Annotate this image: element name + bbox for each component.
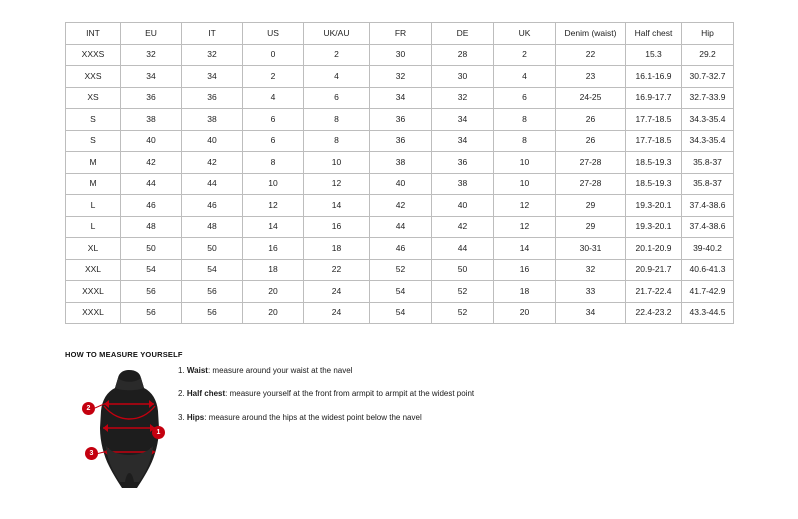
cell-eu: 56 bbox=[121, 281, 182, 303]
cell-uk-au: 18 bbox=[304, 238, 370, 260]
cell-hip: 35.8-37 bbox=[682, 173, 734, 195]
table-row bbox=[66, 130, 734, 152]
step-number-1: 1. bbox=[178, 366, 185, 375]
cell-half-chest: 19.3-20.1 bbox=[626, 216, 682, 238]
cell-hip: 29.2 bbox=[682, 44, 734, 66]
table-row bbox=[66, 281, 734, 303]
cell-de: 36 bbox=[432, 152, 494, 174]
column-header-it: IT bbox=[182, 23, 243, 45]
cell-de: 50 bbox=[432, 259, 494, 281]
cell-uk: 20 bbox=[494, 302, 556, 324]
cell-half-chest: 21.7-22.4 bbox=[626, 281, 682, 303]
cell-fr: 42 bbox=[370, 195, 432, 217]
cell-eu: 34 bbox=[121, 66, 182, 88]
measure-badge-2: 2 bbox=[82, 402, 95, 415]
table-row bbox=[66, 216, 734, 238]
cell-denim-waist: 29 bbox=[556, 195, 626, 217]
cell-half-chest: 16.9-17.7 bbox=[626, 87, 682, 109]
cell-hip: 34.3-35.4 bbox=[682, 109, 734, 131]
cell-it: 40 bbox=[182, 130, 243, 152]
step-label-hips: Hips bbox=[186, 412, 205, 422]
column-header-uk-au: UK/AU bbox=[304, 23, 370, 45]
cell-int: S bbox=[66, 130, 121, 152]
cell-fr: 34 bbox=[370, 87, 432, 109]
cell-eu: 48 bbox=[121, 216, 182, 238]
cell-int: XXXL bbox=[66, 281, 121, 303]
cell-int: L bbox=[66, 195, 121, 217]
cell-it: 32 bbox=[182, 44, 243, 66]
cell-hip: 35.8-37 bbox=[682, 152, 734, 174]
cell-uk: 18 bbox=[494, 281, 556, 303]
column-header-hip: Hip bbox=[682, 23, 734, 45]
cell-de: 34 bbox=[432, 130, 494, 152]
cell-de: 42 bbox=[432, 216, 494, 238]
cell-eu: 38 bbox=[121, 109, 182, 131]
cell-it: 48 bbox=[182, 216, 243, 238]
cell-eu: 36 bbox=[121, 87, 182, 109]
cell-us: 0 bbox=[243, 44, 304, 66]
cell-us: 10 bbox=[243, 173, 304, 195]
cell-int: XXS bbox=[66, 66, 121, 88]
cell-int: XXL bbox=[66, 259, 121, 281]
table-row bbox=[66, 302, 734, 324]
cell-it: 42 bbox=[182, 152, 243, 174]
cell-eu: 44 bbox=[121, 173, 182, 195]
cell-fr: 52 bbox=[370, 259, 432, 281]
cell-fr: 54 bbox=[370, 281, 432, 303]
step-number-2: 2. bbox=[178, 389, 185, 399]
measure-badge-3: 3 bbox=[85, 447, 98, 460]
cell-denim-waist: 26 bbox=[556, 109, 626, 131]
cell-half-chest: 18.5-19.3 bbox=[626, 152, 682, 174]
cell-us: 4 bbox=[243, 87, 304, 109]
cell-fr: 46 bbox=[370, 238, 432, 260]
table-row bbox=[66, 66, 734, 88]
cell-it: 44 bbox=[182, 173, 243, 195]
cell-us: 18 bbox=[243, 259, 304, 281]
cell-it: 56 bbox=[182, 302, 243, 324]
cell-it: 56 bbox=[182, 281, 243, 303]
cell-uk-au: 14 bbox=[304, 195, 370, 217]
cell-eu: 32 bbox=[121, 44, 182, 66]
cell-uk: 8 bbox=[494, 109, 556, 131]
cell-it: 36 bbox=[182, 87, 243, 109]
cell-denim-waist: 27-28 bbox=[556, 173, 626, 195]
cell-half-chest: 19.3-20.1 bbox=[626, 195, 682, 217]
cell-denim-waist: 32 bbox=[556, 259, 626, 281]
cell-uk: 10 bbox=[494, 152, 556, 174]
cell-de: 38 bbox=[432, 173, 494, 195]
table-row bbox=[66, 195, 734, 217]
how-to-measure-title: HOW TO MEASURE YOURSELF bbox=[65, 350, 183, 359]
cell-denim-waist: 23 bbox=[556, 66, 626, 88]
cell-uk-au: 6 bbox=[304, 87, 370, 109]
cell-half-chest: 20.1-20.9 bbox=[626, 238, 682, 260]
cell-int: M bbox=[66, 173, 121, 195]
cell-fr: 38 bbox=[370, 152, 432, 174]
cell-uk-au: 16 bbox=[304, 216, 370, 238]
cell-denim-waist: 24-25 bbox=[556, 87, 626, 109]
cell-int: S bbox=[66, 109, 121, 131]
cell-fr: 40 bbox=[370, 173, 432, 195]
cell-de: 32 bbox=[432, 87, 494, 109]
measure-step-hips bbox=[178, 413, 598, 423]
cell-uk: 4 bbox=[494, 66, 556, 88]
column-header-fr: FR bbox=[370, 23, 432, 45]
cell-de: 34 bbox=[432, 109, 494, 131]
cell-uk: 14 bbox=[494, 238, 556, 260]
cell-us: 20 bbox=[243, 302, 304, 324]
cell-de: 44 bbox=[432, 238, 494, 260]
column-header-denim-waist: Denim (waist) bbox=[556, 23, 626, 45]
cell-uk: 12 bbox=[494, 216, 556, 238]
cell-hip: 37.4-38.6 bbox=[682, 195, 734, 217]
cell-half-chest: 16.1-16.9 bbox=[626, 66, 682, 88]
cell-int: XS bbox=[66, 87, 121, 109]
cell-denim-waist: 26 bbox=[556, 130, 626, 152]
cell-hip: 43.3-44.5 bbox=[682, 302, 734, 324]
cell-uk-au: 8 bbox=[304, 130, 370, 152]
column-header-int: INT bbox=[66, 23, 121, 45]
cell-it: 38 bbox=[182, 109, 243, 131]
cell-int: XXXL bbox=[66, 302, 121, 324]
step-text-hips: : measure around the hips at the widest point below the navel bbox=[204, 412, 422, 422]
cell-us: 20 bbox=[243, 281, 304, 303]
cell-hip: 41.7-42.9 bbox=[682, 281, 734, 303]
cell-denim-waist: 29 bbox=[556, 216, 626, 238]
column-header-de: DE bbox=[432, 23, 494, 45]
cell-us: 6 bbox=[243, 130, 304, 152]
measure-step-half-chest bbox=[178, 389, 598, 399]
cell-denim-waist: 22 bbox=[556, 44, 626, 66]
cell-int: L bbox=[66, 216, 121, 238]
table-body bbox=[66, 44, 734, 324]
cell-uk: 8 bbox=[494, 130, 556, 152]
cell-us: 8 bbox=[243, 152, 304, 174]
cell-uk-au: 12 bbox=[304, 173, 370, 195]
cell-half-chest: 15.3 bbox=[626, 44, 682, 66]
cell-uk: 16 bbox=[494, 259, 556, 281]
step-text-waist: : measure around your waist at the navel bbox=[207, 366, 353, 375]
cell-us: 14 bbox=[243, 216, 304, 238]
cell-half-chest: 22.4-23.2 bbox=[626, 302, 682, 324]
cell-it: 54 bbox=[182, 259, 243, 281]
cell-eu: 46 bbox=[121, 195, 182, 217]
cell-denim-waist: 34 bbox=[556, 302, 626, 324]
size-conversion-table bbox=[65, 22, 734, 324]
step-label-half-chest: Half chest bbox=[186, 389, 226, 399]
cell-hip: 39-40.2 bbox=[682, 238, 734, 260]
cell-fr: 30 bbox=[370, 44, 432, 66]
cell-de: 40 bbox=[432, 195, 494, 217]
cell-it: 34 bbox=[182, 66, 243, 88]
cell-uk-au: 24 bbox=[304, 302, 370, 324]
step-text-half-chest: : measure yourself at the front from armpit to armpit at the widest point bbox=[225, 389, 475, 399]
cell-hip: 30.7-32.7 bbox=[682, 66, 734, 88]
column-header-half-chest: Half chest bbox=[626, 23, 682, 45]
cell-uk: 12 bbox=[494, 195, 556, 217]
cell-us: 6 bbox=[243, 109, 304, 131]
cell-int: XXXS bbox=[66, 44, 121, 66]
cell-fr: 36 bbox=[370, 130, 432, 152]
cell-uk-au: 24 bbox=[304, 281, 370, 303]
cell-us: 16 bbox=[243, 238, 304, 260]
cell-half-chest: 17.7-18.5 bbox=[626, 109, 682, 131]
cell-hip: 34.3-35.4 bbox=[682, 130, 734, 152]
cell-hip: 32.7-33.9 bbox=[682, 87, 734, 109]
column-header-us: US bbox=[243, 23, 304, 45]
measure-badge-1: 1 bbox=[152, 426, 165, 439]
measurement-figure bbox=[82, 366, 177, 491]
table-header-row bbox=[66, 23, 734, 45]
table-row bbox=[66, 87, 734, 109]
size-chart-container bbox=[65, 22, 733, 324]
cell-fr: 54 bbox=[370, 302, 432, 324]
cell-eu: 42 bbox=[121, 152, 182, 174]
cell-uk: 10 bbox=[494, 173, 556, 195]
cell-hip: 40.6-41.3 bbox=[682, 259, 734, 281]
measure-step-waist bbox=[178, 366, 598, 376]
step-number-3: 3. bbox=[178, 412, 185, 422]
cell-de: 30 bbox=[432, 66, 494, 88]
table-row bbox=[66, 259, 734, 281]
cell-de: 52 bbox=[432, 281, 494, 303]
table-row bbox=[66, 44, 734, 66]
cell-int: XL bbox=[66, 238, 121, 260]
table-row bbox=[66, 173, 734, 195]
cell-de: 28 bbox=[432, 44, 494, 66]
cell-uk-au: 4 bbox=[304, 66, 370, 88]
cell-fr: 36 bbox=[370, 109, 432, 131]
cell-uk-au: 2 bbox=[304, 44, 370, 66]
cell-half-chest: 17.7-18.5 bbox=[626, 130, 682, 152]
table-row bbox=[66, 109, 734, 131]
cell-uk-au: 10 bbox=[304, 152, 370, 174]
cell-denim-waist: 30-31 bbox=[556, 238, 626, 260]
cell-us: 2 bbox=[243, 66, 304, 88]
cell-us: 12 bbox=[243, 195, 304, 217]
cell-de: 52 bbox=[432, 302, 494, 324]
cell-uk-au: 8 bbox=[304, 109, 370, 131]
cell-fr: 44 bbox=[370, 216, 432, 238]
table-row bbox=[66, 152, 734, 174]
cell-uk: 6 bbox=[494, 87, 556, 109]
cell-int: M bbox=[66, 152, 121, 174]
cell-it: 50 bbox=[182, 238, 243, 260]
measure-steps-list bbox=[178, 366, 598, 436]
cell-half-chest: 18.5-19.3 bbox=[626, 173, 682, 195]
cell-eu: 56 bbox=[121, 302, 182, 324]
cell-eu: 50 bbox=[121, 238, 182, 260]
table-row bbox=[66, 238, 734, 260]
column-header-uk: UK bbox=[494, 23, 556, 45]
cell-denim-waist: 27-28 bbox=[556, 152, 626, 174]
cell-uk: 2 bbox=[494, 44, 556, 66]
cell-it: 46 bbox=[182, 195, 243, 217]
cell-eu: 40 bbox=[121, 130, 182, 152]
cell-eu: 54 bbox=[121, 259, 182, 281]
column-header-eu: EU bbox=[121, 23, 182, 45]
cell-half-chest: 20.9-21.7 bbox=[626, 259, 682, 281]
cell-hip: 37.4-38.6 bbox=[682, 216, 734, 238]
cell-uk-au: 22 bbox=[304, 259, 370, 281]
cell-fr: 32 bbox=[370, 66, 432, 88]
step-label-waist: Waist bbox=[186, 366, 208, 375]
table-header bbox=[66, 23, 734, 45]
cell-denim-waist: 33 bbox=[556, 281, 626, 303]
